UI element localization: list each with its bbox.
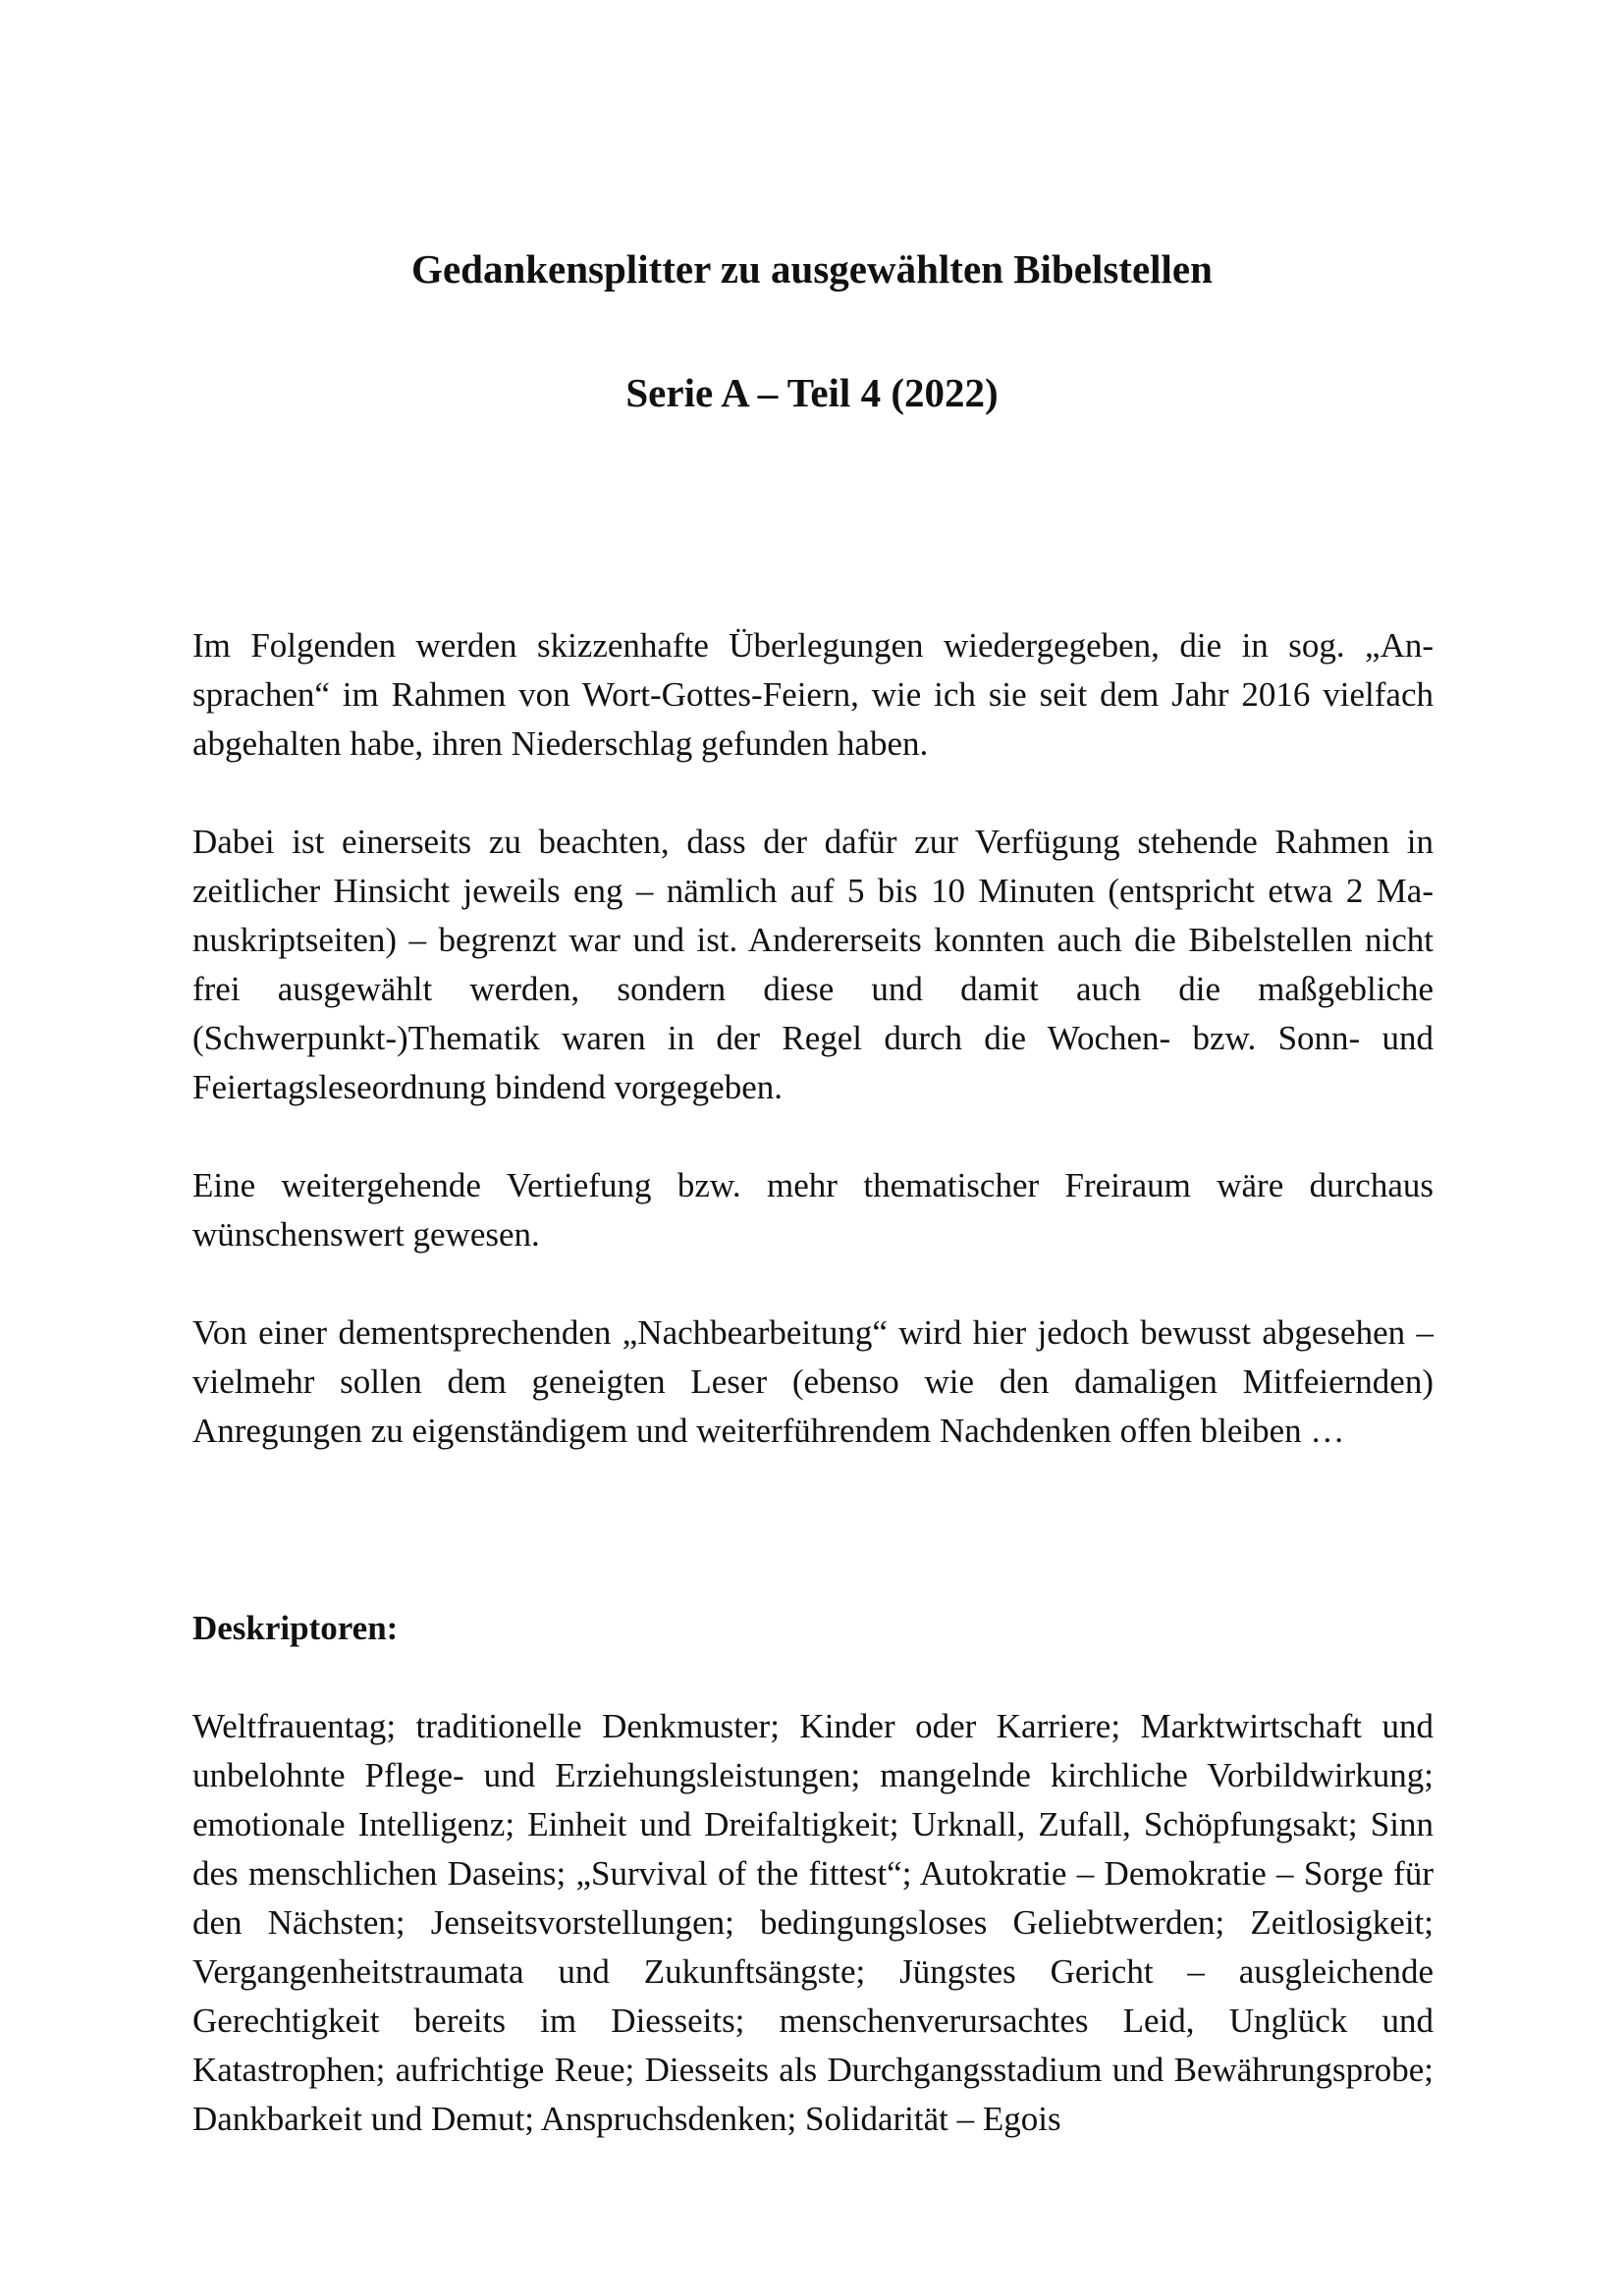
document-subtitle: Serie A – Teil 4 (2022): [625, 370, 999, 415]
descriptors-heading: Deskriptoren:: [192, 1609, 399, 1647]
document-title: Gedankensplitter zu ausgewählten Bibelstellen: [411, 246, 1213, 292]
intro-paragraph: Im Folgenden werden skizzenhafte Überlegungen wiedergegeben, die in sog. „Ansprachen“ im Rahmen von Wort-Gottes-Feiern, wie ich sie seit dem Jahr 2016 vielfach abgehalten habe, ihren Niederschlag gefunden haben.: [192, 626, 1434, 763]
intro-paragraph: Von einer dementsprechenden „Nachbearbeitung“ wird hier jedoch bewusst abgesehen – vielmehr sollen dem geneigten Leser (ebenso wie den damaligen Mitfeiernden) Anregungen zu eigenständigem und weiterführendem Nachdenken offen bleiben …: [192, 1313, 1434, 1450]
descriptors-text: Weltfrauentag; traditionelle Denkmuster; Kinder oder Karriere; Marktwirtschaft und unbelohnte Pflege- und Erziehungsleistungen; mangelnde kirchliche Vorbildwirkung; emotionale Intelligenz; Einheit und Dreifaltigkeit; Urknall, Zufall, Schöpfungsakt; Sinn des menschlichen Daseins; „Survival of the fittest“; Autokratie – Demokratie – Sorge für den Nächsten; Jenseitsvorstellungen; bedingungsloses Geliebtwerden; Zeitlosigkeit; Vergangenheitstraumata und Zukunftsängste; Jüngstes Gericht – ausgleichende Gerechtigkeit bereits im Diesseits; menschenverursachtes Leid, Unglück und Katastrophen; aufrichtige Reue; Diesseits als Durchgangsstadium und Bewährungsprobe; Dankbarkeit und Demut; Anspruchsdenken; Solidarität – Egois: [192, 1707, 1434, 2138]
intro-paragraph: Eine weitergehende Vertiefung bzw. mehr thematischer Freiraum wäre durchaus wünschenswert gewesen.: [192, 1166, 1434, 1254]
intro-paragraph: Dabei ist einerseits zu beachten, dass der dafür zur Verfügung stehende Rahmen in zeitlicher Hinsicht jeweils eng – nämlich auf 5 bis 10 Minuten (entspricht etwa 2 Manuskriptseiten) – begrenzt war und ist. Andererseits konnten auch die Bibelstellen nicht frei ausgewählt werden, sondern diese und damit auch die maßgebliche (Schwerpunkt-)Thematik waren in der Regel durch die Wochen- bzw. Sonn- und Feiertagsleseordnung bindend vorgegeben.: [192, 823, 1434, 1106]
intro-section: [192, 621, 1434, 1505]
descriptors-section: [192, 1604, 1434, 2144]
